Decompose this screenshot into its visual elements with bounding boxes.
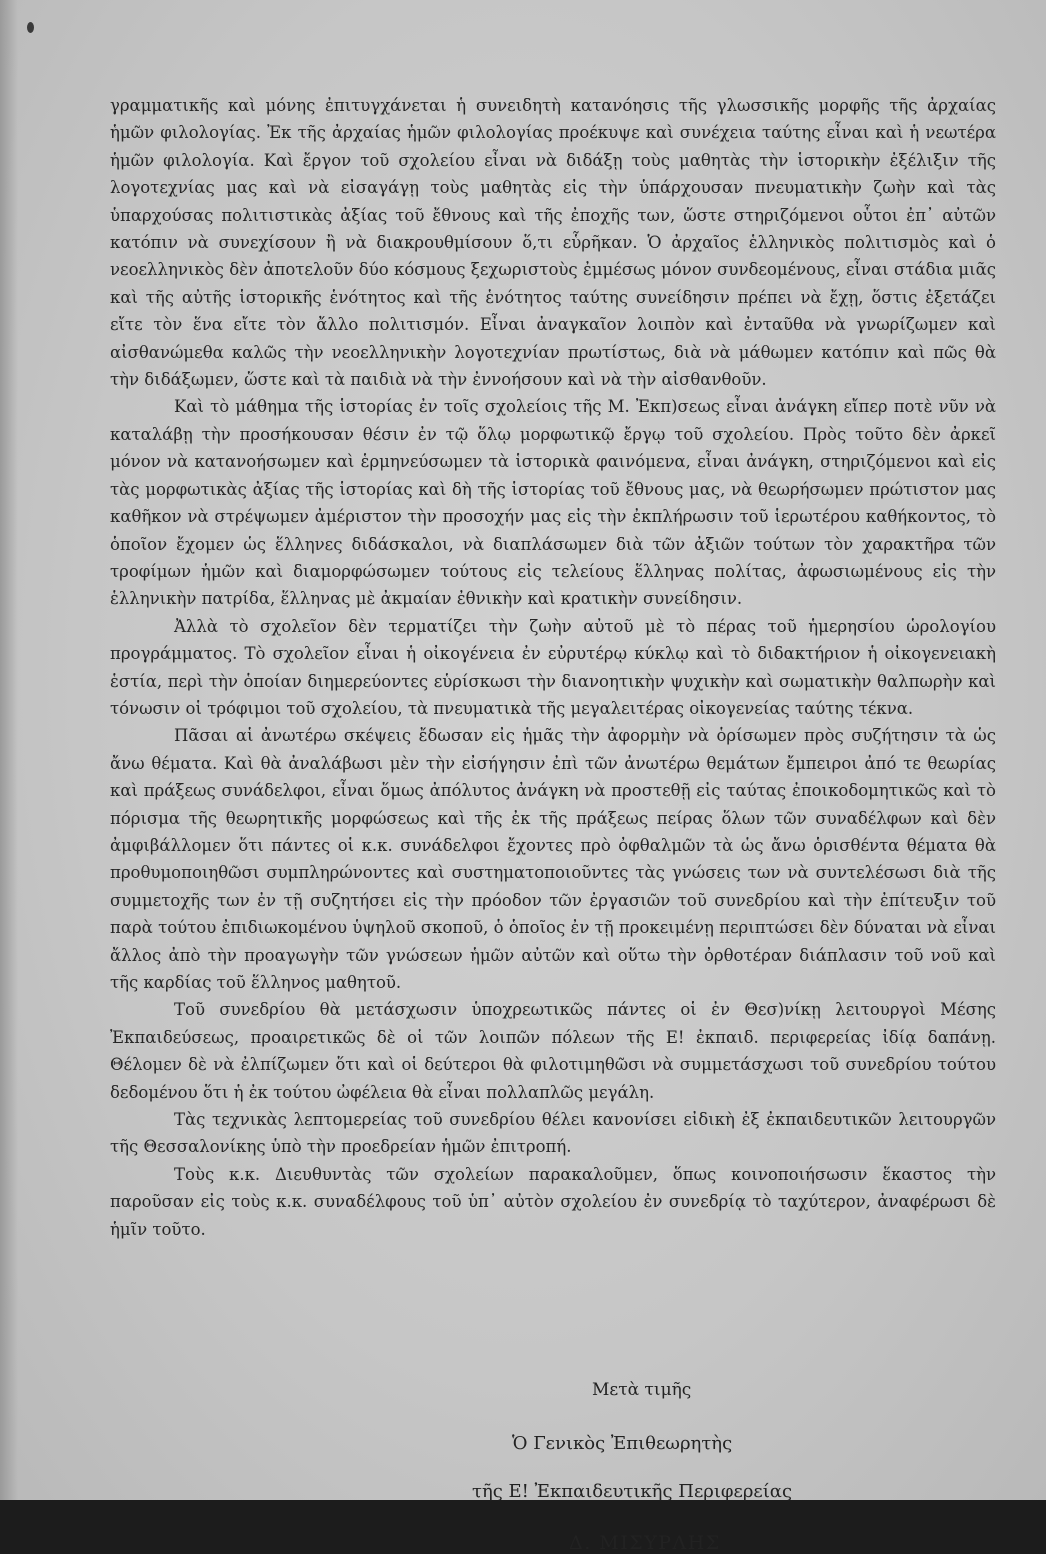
paragraph-participation: Τοῦ συνεδρίου θὰ μετάσχωσιν ὑποχρεωτικῶς πάντες οἱ ἐν Θεσ)νίκῃ λειτουργοὶ Μέσης Ἐκπαιδεύσεως, προαιρετικῶς δὲ οἱ τῶν λοιπῶν πόλεων τῆς Ε! ἐκπαιδ. περιφερείας ἰδίᾳ δαπάνῃ. Θέλομεν δὲ νὰ ἐλπίζωμεν ὅτι καὶ οἱ δεύτεροι θὰ φιλοτιμηθῶσι νὰ συμμετάσχωσι τοῦ συνεδρίου τούτου δεδομένου ὅτι ἡ ἐκ τούτου ὠφέλεια θὰ εἶναι πολλαπλῶς μεγάλη. [110,1000,996,1102]
signature-name: Δ. ΜΙΣΥΡΛΗΣ [569,1532,721,1554]
signature-closing: Μετὰ τιμῆς [592,1380,692,1400]
page-edge-shadow [0,0,18,1500]
paragraph-history: Καὶ τὸ μάθημα τῆς ἱστορίας ἐν τοῖς σχολείοις τῆς Μ. Ἐκπ)σεως εἶναι ἀνάγκη εἴπερ ποτὲ νῦν νὰ καταλάβῃ τὴν προσήκουσαν θέσιν ἐν τῷ ὅλῳ μορφωτικῷ ἔργῳ τοῦ σχολείου. Πρὸς τοῦτο δὲν ἀρκεῖ μόνον νὰ κατανοήσωμεν καὶ ἑρμηνεύσωμεν τὰ ἱστορικὰ φαινόμενα, εἶναι ἀνάγκη, στηριζόμενοι καὶ εἰς τὰς μορφωτικὰς ἀξίας τῆς ἱστορίας καὶ δὴ τῆς ἱστορίας τοῦ ἔθνους μας, νὰ θεωρήσωμεν πρώτιστον μας καθῆκον νὰ στρέψωμεν ἀμέριστον τὴν προσοχήν μας εἰς τὴν ἐκπλήρωσιν τοῦ ἱερωτέρου καθήκοντος, τὸ ὁποῖον ἔχομεν ὡς ἕλληνες διδάσκαλοι, νὰ διαπλάσωμεν διὰ τῶν ἀξιῶν τούτων τὸν χαρακτῆρα τῶν τροφίμων ἡμῶν καὶ διαμορφώσωμεν τούτους εἰς τελείους ἕλληνας πολίτας, ἀφωσιωμένους εἰς τὴν ἑλληνικὴν πατρίδα, ἕλληνας μὲ ἀκμαίαν ἐθνικὴν καὶ κρατικὴν συνείδησιν. [110,397,996,609]
paragraph-literature: γραμματικῆς καὶ μόνης ἐπιτυγχάνεται ἡ συνειδητὴ κατανόησις τῆς γλωσσικῆς μορφῆς τῆς ἀρχαίας ἡμῶν φιλολογίας. Ἐκ τῆς ἀρχαίας ἡμῶν φιλολογίας προέκυψε καὶ συνέχεια ταύτης εἶναι καὶ ἡ νεωτέρα ἡμῶν φιλολογία. Καὶ ἔργον τοῦ σχολείου εἶναι νὰ διδάξῃ τοὺς μαθητὰς τὴν ἱστορικὴν ἐξέλιξιν τῆς λογοτεχνίας μας καὶ νὰ εἰσαγάγῃ τοὺς μαθητὰς εἰς τὴν ὑπάρχουσαν πνευματικὴν ζωὴν καὶ τὰς ὑπαρχούσας πολιτιστικὰς ἀξίας τοῦ ἔθνους καὶ τῆς ἐποχῆς των, ὥστε στηριζόμενοι οὗτοι ἐπ᾽ αὐτῶν κατόπιν νὰ συνεχίσουν ἢ νὰ διακρουθμίσουν ὅ,τι εὗρῆκαν. Ὁ ἀρχαῖος ἑλληνικὸς πολιτισμὸς καὶ ὁ νεοελληνικὸς δὲν ἀποτελοῦν δύο κόσμους ξεχωριστοὺς ἐμμέσως μόνον συνδεομένους, εἶναι στάδια μιᾶς καὶ τῆς αὐτῆς ἱστορικῆς ἑνότητος καὶ τῆς ἑνότητος ταύτης συνείδησιν πρέπει νὰ ἔχῃ, ὅστις ἐξετάζει εἴτε τὸν ἕνα εἴτε τὸν ἄλλο πολιτισμόν. Εἶναι ἀναγκαῖον λοιπὸν καὶ ἐνταῦθα νὰ γνωρίζωμεν καὶ αἰσθανώμεθα καλῶς τὴν νεοελληνικὴν λογοτεχνίαν πρωτίστως, διὰ νὰ μάθωμεν κατόπιν καὶ πῶς θὰ τὴν διδάξωμεν, ὥστε καὶ τὰ παιδιὰ νὰ τὴν ἐννοήσουν καὶ νὰ τὴν αἰσθανθοῦν. [110,96,996,390]
paragraph-directors-request: Τοὺς κ.κ. Διευθυντὰς τῶν σχολείων παρακαλοῦμεν, ὅπως κοινοποιήσωσιν ἕκαστος τὴν παροῦσαν εἰς τοὺς κ.κ. συναδέλφους τοῦ ὑπ᾽ αὐτὸν σχολείου ἐν συνεδρίᾳ τὸ ταχύτερον, ἀναφέρωσι δὲ ἡμῖν τοῦτο. [110,1164,996,1239]
document-body [110,92,996,1243]
ink-spot [27,22,34,33]
paragraph-school-family: Ἀλλὰ τὸ σχολεῖον δὲν τερματίζει τὴν ζωὴν αὐτοῦ μὲ τὸ πέρας τοῦ ἡμερησίου ὡρολογίου προγράμματος. Τὸ σχολεῖον εἶναι ἡ οἰκογένεια ἐν εὐρυτέρῳ κύκλῳ καὶ τὸ διδακτήριον ἡ οἰκογενειακὴ ἑστία, περὶ τὴν ὁποίαν διημερεύοντες εὑρίσκωσι τὴν διανοητικὴν ψυχικὴν καὶ σωματικὴν θαλπωρὴν καὶ τόνωσιν οἱ τρόφιμοι τοῦ σχολείου, τὰ πνευματικὰ τῆς μεγαλειτέρας οἰκογενείας ταύτης τέκνα. [110,616,996,718]
paragraph-technical-details: Τὰς τεχνικὰς λεπτομερείας τοῦ συνεδρίου θέλει κανονίσει εἰδικὴ ἐξ ἐκπαιδευτικῶν λειτουργῶν τῆς Θεσσαλονίκης ὑπὸ τὴν προεδρείαν ἡμῶν ἐπιτροπή. [110,1110,996,1157]
paragraph-conference-topics: Πᾶσαι αἱ ἀνωτέρω σκέψεις ἔδωσαν εἰς ἡμᾶς τὴν ἀφορμὴν νὰ ὁρίσωμεν πρὸς συζήτησιν τὰ ὡς ἄνω θέματα. Καὶ θὰ ἀναλάβωσι μὲν τὴν εἰσήγησιν ἐπὶ τῶν ἀνωτέρω θεμάτων ἔμπειροι ἀπό τε θεωρίας καὶ πράξεως συνάδελφοι, εἶναι ὅμως ἀπόλυτος ἀνάγκη νὰ προστεθῇ εἰς ταύτας ἐποικοδομητικῶς καὶ τὸ πόρισμα τῆς θεωρητικῆς μορφώσεως καὶ τῆς ἐκ τῆς πράξεως πείρας ὅλων τῶν συναδέλφων καὶ δὲν ἀμφιβάλλομεν ὅτι πάντες οἱ κ.κ. συνάδελφοι ἔχοντες πρὸ ὀφθαλμῶν τὰ ὡς ἄνω ὁρισθέντα θέματα θὰ προθυμοποιηθῶσι συμπληρώνοντες καὶ συστηματοποιοῦντες τὰς γνώσεις των νὰ συντελέσωσι διὰ τῆς συμμετοχῆς των ἐν τῇ συζητήσει εἰς τὴν πρόοδον τῶν ἐργασιῶν τοῦ συνεδρίου καὶ τὴν ἐπίτευξιν τοῦ παρὰ τούτου ἐπιδιωκομένου ὑψηλοῦ σκοποῦ, ὁ ὁποῖος ἐν τῇ προκειμένῃ περιπτώσει δὲν δύναται νὰ εἶναι ἄλλος ἀπὸ τὴν προαγωγὴν τῶν γνώσεων ἡμῶν αὐτῶν καὶ οὕτω τὴν ὀρθοτέραν διάπλασιν τοῦ νοῦ καὶ τῆς καρδίας τοῦ ἕλληνος μαθητοῦ. [110,726,996,992]
signature-title-line2: τῆς Ε! Ἐκπαιδευτικῆς Περιφερείας [472,1481,793,1502]
signature-title-line1: Ὁ Γενικὸς Ἐπιθεωρητὴς [512,1433,733,1454]
